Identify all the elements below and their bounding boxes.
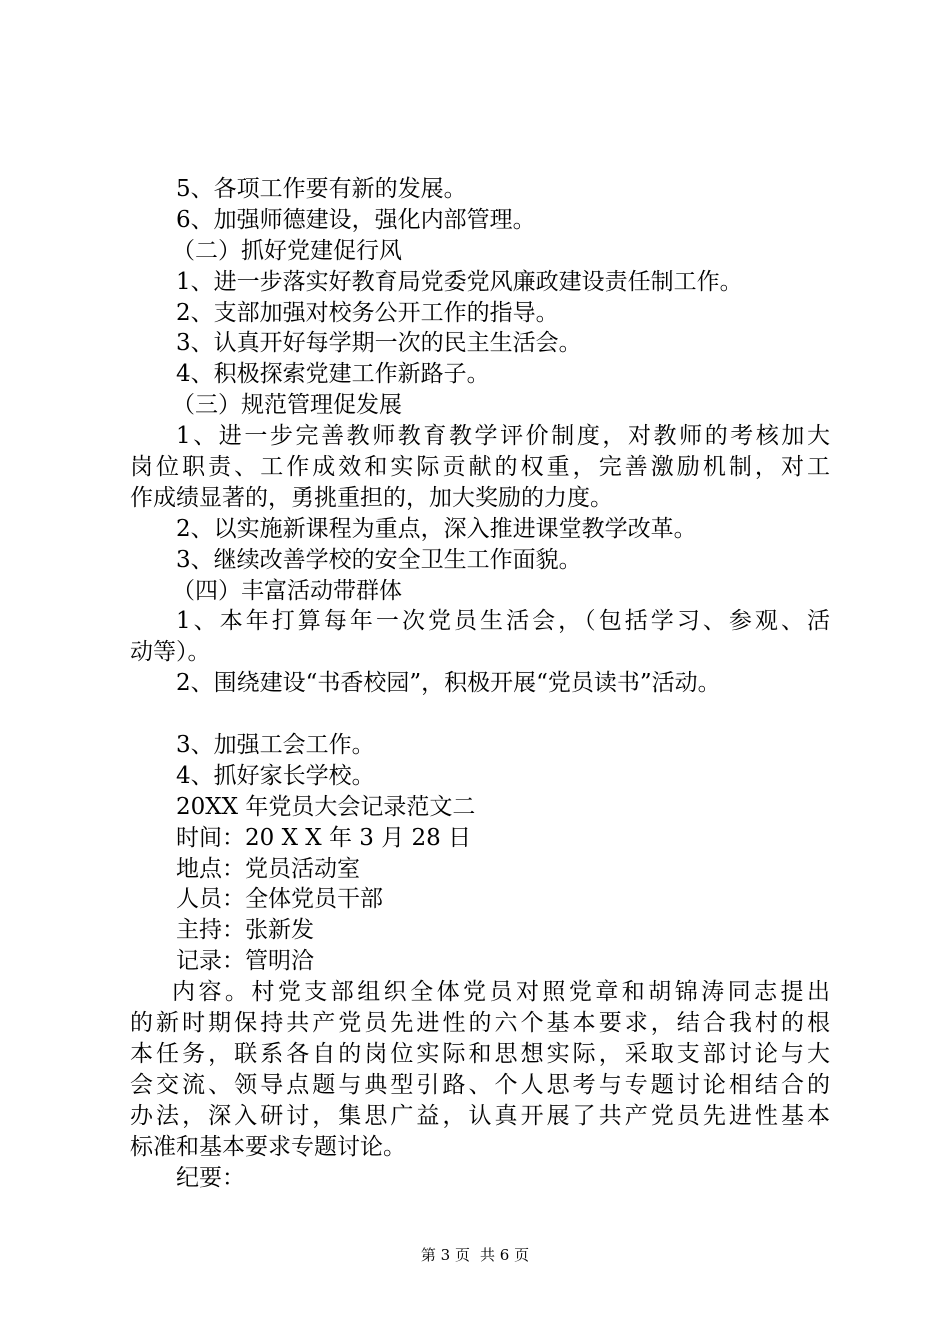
section-heading: （四）丰富活动带群体 [172,577,402,604]
meeting-time: 时间：20 X X 年 3 月 28 日 [176,824,472,851]
meeting-attendees: 人员：全体党员干部 [176,886,383,913]
paragraph-line: 2、以实施新课程为重点，深入推进课堂教学改革。 [176,515,697,542]
document-body [130,174,830,1193]
paragraph-line: 2、支部加强对校务公开工作的指导。 [176,299,559,326]
meeting-recorder: 记录：管明洽 [176,948,314,975]
paragraph-line: 本任务，联系各自的岗位实际和思想实际，采取支部讨论与大 [130,1040,830,1067]
paragraph-line: 岗位职责、工作成效和实际贡献的权重，完善激励机制，对工 [130,454,830,481]
paragraph-line: 2、围绕建设“书香校园”，积极开展“党员读书”活动。 [176,670,721,697]
paragraph-line: 4、积极探索党建工作新路子。 [176,361,490,388]
page-footer [0,1245,950,1265]
paragraph-line: 1、进一步完善教师教育教学评价制度，对教师的考核加大 [176,423,830,450]
page-total: 共 6 页 [480,1246,530,1264]
paragraph-line: 3、加强工会工作。 [176,732,375,759]
paragraph-line: 1、本年打算每年一次党员生活会，（包括学习、参观、活 [176,608,830,635]
paragraph-line: 3、认真开好每学期一次的民主生活会。 [176,330,582,357]
paragraph-line: 办法，深入研讨，集思广益，认真开展了共产党员先进性基本 [130,1102,830,1129]
paragraph-line: 作成绩显著的，勇挑重担的，加大奖励的力度。 [130,484,613,511]
paragraph-line: 3、继续改善学校的安全卫生工作面貌。 [176,546,582,573]
section-heading: （三）规范管理促发展 [172,392,402,419]
paragraph-line: 6、加强师德建设，强化内部管理。 [176,206,536,233]
paragraph-line: 标准和基本要求专题讨论。 [130,1133,406,1160]
paragraph-line: 的新时期保持共产党员先进性的六个基本要求，结合我村的根 [130,1010,830,1037]
section-heading: （二）抓好党建促行风 [172,237,402,264]
document-subtitle: 20XX 年党员大会记录范文二 [176,793,476,820]
meeting-location: 地点：党员活动室 [176,855,360,882]
paragraph-line: 5、各项工作要有新的发展。 [176,176,467,202]
meeting-host: 主持：张新发 [176,917,314,944]
paragraph-line: 纪要： [176,1164,245,1191]
paragraph-line: 4、抓好家长学校。 [176,762,375,789]
paragraph-line: 1、进一步落实好教育局党委党风廉政建设责任制工作。 [176,268,743,295]
paragraph-line: 内容。村党支部组织全体党员对照党章和胡锦涛同志提出 [172,979,830,1006]
paragraph-line: 会交流、领导点题与典型引路、个人思考与专题讨论相结合的 [130,1071,830,1098]
page-number: 第 3 页 [420,1246,470,1264]
blank-line [130,699,830,730]
paragraph-line: 动等）。 [130,639,211,666]
